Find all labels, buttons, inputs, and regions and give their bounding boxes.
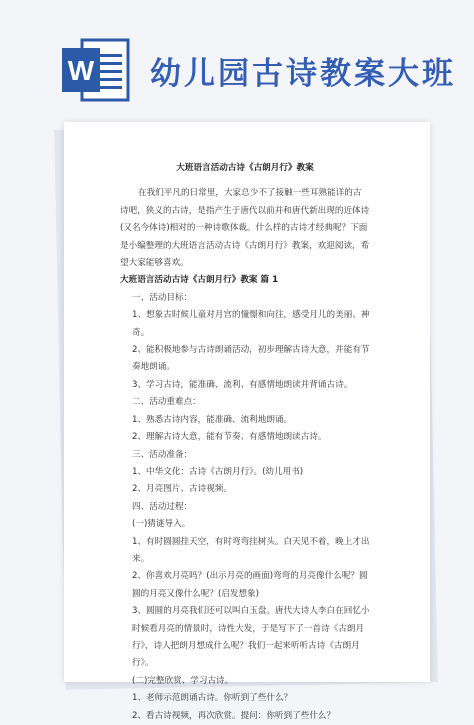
document-heading: 大班语言活动古诗《古朗月行》教案: [176, 163, 314, 173]
word-icon-letter: W: [67, 55, 95, 86]
list-item: (二)完整欣赏、学习古诗。: [132, 675, 234, 686]
list-item: 2、月亮图片、古诗视频。: [132, 484, 232, 495]
list-item: 1、想象古时候儿童对月宫的憧憬和向往，感受月儿的美丽、神奇。: [132, 310, 370, 338]
page-title: 幼儿园古诗教案大班: [150, 56, 456, 92]
list-item: 2、理解古诗大意，能有节奏、有感情地朗读古诗。: [132, 432, 327, 443]
list-item: 2、能积极地参与古诗朗诵活动，初步理解古诗大意，并能有节奏地朗诵。: [132, 345, 370, 373]
list-item: 3、学习古诗，能准确、流利、有感情地朗读并背诵古诗。: [132, 379, 353, 390]
banner: [0, 0, 474, 112]
list-item: 1、有时圆圆挂天空，有时弯弯挂树头。白天见不着，晚上才出来。: [132, 536, 370, 564]
list-item: 一、活动目标：: [132, 292, 193, 303]
list-item: 1、中华文化：古诗《古朗月行》。(幼儿用书): [132, 466, 304, 477]
list-item: 三、活动准备：: [132, 449, 193, 460]
list-item: 四、活动过程：: [132, 501, 193, 512]
list-item: 2、你喜欢月亮吗？(出示月亮的画面)弯弯的月亮像什么呢？圆圆的月亮又像什么呢？(启发想象): [132, 571, 368, 599]
document-body: [120, 160, 370, 725]
list-item: 2、看古诗视频，再次欣赏。提问：你听到了些什么？: [132, 710, 336, 721]
list-item: 1、熟悉古诗内容，能准确、流利地朗诵。: [132, 414, 293, 425]
word-doc-icon: [62, 38, 132, 102]
list-item: (一)猜谜导入。: [132, 519, 191, 530]
list-item: 3、圆圆的月亮我们还可以叫白玉盘。唐代大诗人李白在回忆小时候看月亮的情景时，诗性大发，于是写下了一首诗《古朗月行》，诗人把朗月想成什么呢？我们一起来听听古诗《古朗月行》。: [132, 606, 370, 669]
section-heading: 大班语言活动古诗《古朗月行》教案 篇 1: [120, 275, 279, 286]
list-item: 1、老师示范朗诵古诗。你听到了些什么？: [132, 693, 293, 704]
intro-paragraph: 在我们平凡的日常里，大家总少不了接触一些耳熟能详的古诗吧，狭义的古诗，是指产生于唐代以前并和唐代新出现的近体诗(又名今体诗)相对的一种诗歌体裁。什么样的古诗才经典呢？下面是小编整理的大班语言活动古诗《古朗月行》教案，欢迎阅读，希望大家能够喜欢。: [120, 188, 370, 269]
list-item: 二、活动重难点：: [132, 397, 201, 408]
